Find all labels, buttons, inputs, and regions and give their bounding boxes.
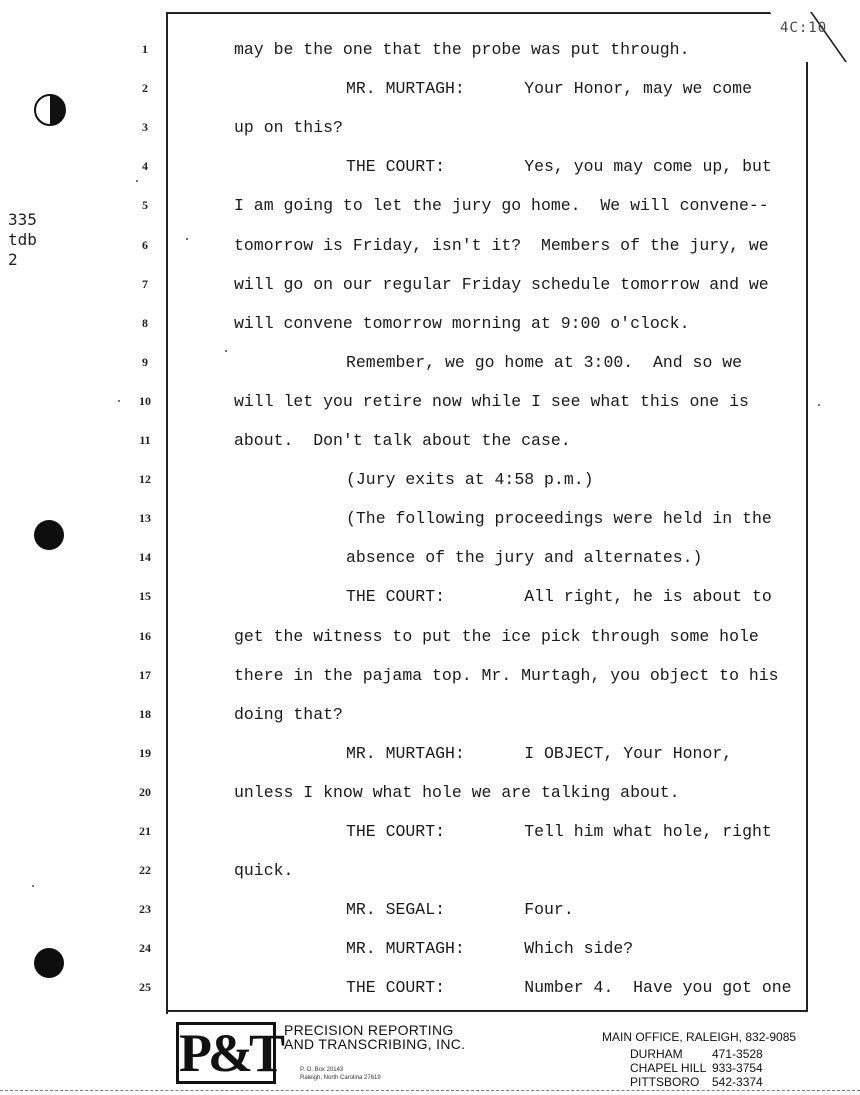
page-stamp: 4C:10 (780, 20, 828, 36)
transcript-line: may be the one that the probe was put through. (234, 40, 690, 59)
line-number: 17 (139, 668, 151, 682)
line-number: 25 (139, 980, 151, 994)
transcript-line: tomorrow is Friday, isn't it? Members of the jury, we (234, 236, 769, 255)
main-office: MAIN OFFICE, RALEIGH, 832-9085 (602, 1030, 797, 1044)
binder-hole-middle (34, 520, 64, 550)
speck (818, 404, 820, 406)
line-number: 1 (142, 42, 148, 56)
line-number: 16 (139, 629, 151, 643)
line-number: 12 (139, 472, 151, 486)
bottom-rule (0, 1090, 860, 1092)
transcript-line: unless I know what hole we are talking about. (234, 783, 680, 802)
line-number: 11 (139, 433, 151, 447)
transcript-line: MR. MURTAGH: Your Honor, may we come (346, 79, 752, 98)
office-city-chapel-hill: CHAPEL HILL (630, 1061, 707, 1075)
line-number: 23 (139, 902, 151, 916)
binder-hole-bottom (34, 948, 64, 978)
transcript-line: absence of the jury and alternates.) (346, 548, 703, 567)
line-number: 20 (139, 785, 151, 799)
transcript-line: MR. SEGAL: Four. (346, 900, 574, 919)
office-phone-pittsboro: 542-3374 (712, 1075, 763, 1089)
transcript-line: MR. MURTAGH: I OBJECT, Your Honor, (346, 744, 733, 763)
transcript-line: THE COURT: Yes, you may come up, but (346, 157, 772, 176)
company-name-line1: PRECISION REPORTING (284, 1022, 454, 1038)
margin-note-1: 335 (8, 210, 37, 229)
line-number: 8 (142, 316, 148, 330)
transcript-line: get the witness to put the ice pick through some hole (234, 627, 759, 646)
speck (186, 238, 188, 240)
company-pobox: P. O. Box 20143 (300, 1067, 344, 1073)
transcript-line: about. Don't talk about the case. (234, 431, 571, 450)
office-city-durham: DURHAM (630, 1047, 683, 1061)
line-number: 22 (139, 863, 151, 877)
line-number: 18 (139, 707, 151, 721)
transcript-line: there in the pajama top. Mr. Murtagh, you object to his (234, 666, 779, 685)
line-number: 3 (142, 120, 148, 134)
line-number: 6 (142, 238, 148, 252)
speck (136, 180, 138, 182)
line-number: 19 (139, 746, 151, 760)
office-phone-chapel-hill: 933-3754 (712, 1061, 763, 1075)
transcript-line: will convene tomorrow morning at 9:00 o'clock. (234, 314, 690, 333)
transcript-line: doing that? (234, 705, 343, 724)
line-number: 13 (139, 511, 151, 525)
line-number: 14 (139, 550, 151, 564)
binder-hole-top (34, 94, 66, 126)
margin-note-2: tdb (8, 230, 37, 249)
line-number: 24 (139, 941, 151, 955)
line-number: 5 (142, 198, 148, 212)
page-border-bottom (166, 1010, 808, 1012)
transcript-line: Remember, we go home at 3:00. And so we (346, 353, 743, 372)
speck (225, 350, 227, 352)
transcript-line: THE COURT: Number 4. Have you got one (346, 978, 792, 997)
line-number: 7 (142, 277, 148, 291)
transcript-line: will go on our regular Friday schedule tomorrow and we (234, 275, 769, 294)
margin-note-3: 2 (8, 250, 18, 269)
speck (32, 885, 34, 887)
office-phone-durham: 471-3528 (712, 1047, 763, 1061)
transcript-line: quick. (234, 861, 294, 880)
line-number: 15 (139, 589, 151, 603)
line-number: 2 (142, 81, 148, 95)
company-logo: P&T (176, 1022, 276, 1084)
speck (118, 400, 120, 402)
transcript-line: (The following proceedings were held in the (346, 509, 772, 528)
line-number: 4 (142, 159, 148, 173)
transcript-line: will let you retire now while I see what this one is (234, 392, 749, 411)
company-pobox-city: Raleigh, North Carolina 27619 (300, 1075, 381, 1081)
page-border-right (806, 60, 808, 1012)
office-city-pittsboro: PITTSBORO (630, 1075, 700, 1089)
transcript-line: THE COURT: All right, he is about to (346, 587, 772, 606)
transcript-line: MR. MURTAGH: Which side? (346, 939, 634, 958)
transcript-line: I am going to let the jury go home. We will convene-- (234, 196, 769, 215)
line-number: 10 (139, 394, 151, 408)
company-name-line2: AND TRANSCRIBING, INC. (284, 1036, 466, 1052)
transcript-line: THE COURT: Tell him what hole, right (346, 822, 772, 841)
transcript-line: (Jury exits at 4:58 p.m.) (346, 470, 594, 489)
line-number: 9 (142, 355, 148, 369)
line-number: 21 (139, 824, 151, 838)
transcript-line: up on this? (234, 118, 343, 137)
